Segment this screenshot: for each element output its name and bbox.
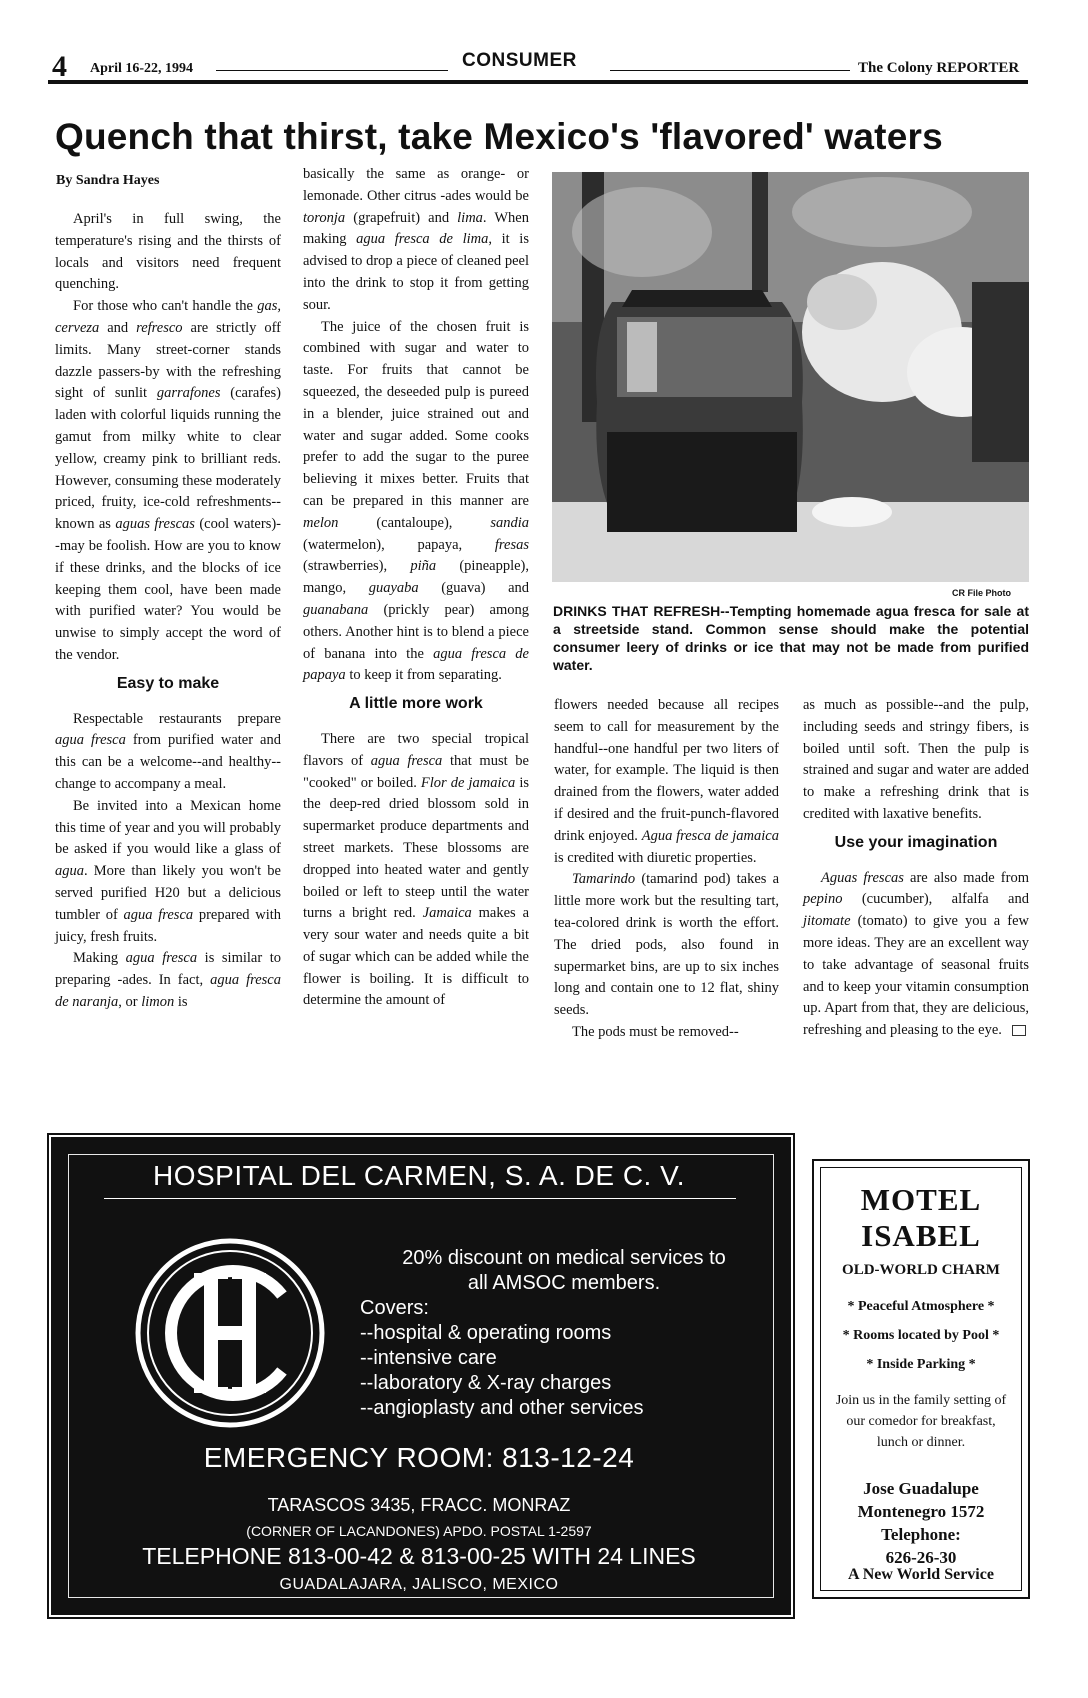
paragraph: basically the same as orange- or lemonade. Other citrus -ades would be toronja (grapefruit) and lima. When making agua fresca de lima, it is advised to drop a piece of cleaned peel into the drink to stop it from getting sour. [303, 166, 529, 313]
paragraph: The pods must be removed-- [572, 1023, 739, 1040]
masthead-divider [48, 80, 1028, 84]
motel-ad [812, 1159, 1030, 1599]
paragraph: Making agua fresca is similar to preparing -ades. In fact, agua fresca de naranja, or limon is [55, 950, 281, 1010]
article-column-1 [55, 209, 281, 1014]
motel-feature: * Inside Parking * [866, 1357, 976, 1372]
covers-item: --laboratory & X-ray charges [360, 1372, 612, 1394]
hospital-title-rule [104, 1198, 736, 1199]
motel-join-text: Join us in the family setting of our comedor for breakfast, lunch or dinner. [835, 1393, 1007, 1450]
article-column-2 [303, 164, 529, 1012]
hospital-corner: (CORNER OF LACANDONES) APDO. POSTAL 1-2597 [246, 1523, 592, 1539]
masthead-rule-right [610, 70, 850, 71]
covers-item: --angioplasty and other services [360, 1397, 644, 1419]
hospital-telephone: TELEPHONE 813-00-42 & 813-00-25 WITH 24 LINES [142, 1543, 696, 1569]
paragraph: Aguas frescas are also made from pepino (cucumber), alfalfa and jitomate (tomato) to give you a few more ideas. They are an excellent way to take advantage of seasonal fruits and to keep your vitamin consumption up. Apart from that, they are delicious, refreshing and pleasing to the eye. [803, 869, 1029, 1039]
motel-name [821, 1182, 1021, 1254]
emergency-number: EMERGENCY ROOM: 813-12-24 [203, 1442, 635, 1473]
section-name: CONSUMER [462, 50, 577, 71]
paragraph: There are two special tropical flavors of agua fresca that must be "cooked" or boiled. Flor de jamaica is the deep-red dried blossom sold in supermarket produce departments and street markets. These blossoms are dropped into heated water and gently boiled or left to steep until the water turns a bright red. Jamaica makes a very sour water and needs quite a bit of sugar which can be added while the flower is boiling. It is difficult to determine the amount of [303, 730, 530, 1009]
covers-item: --intensive care [360, 1347, 497, 1369]
photo-credit: CR File Photo [952, 588, 1011, 598]
paragraph: flowers needed because all recipes seem to call for measurement by the handful--one handful per two liters of water, for example. The liquid is then drained from the flowers, water added if desired and the fruit-punch-flavored drink enjoyed. Agua fresca de jamaica is credited with diuretic properties. [554, 697, 779, 866]
motel-address [821, 1477, 1021, 1569]
hospital-name: HOSPITAL DEL CARMEN, S. A. DE C. V. [152, 1160, 685, 1191]
photo-image [552, 172, 1029, 582]
paragraph: The juice of the chosen fruit is combined with sugar and water to taste. For fruits that cannot be squeezed, the deseeded pulp is pureed in a blender, juice strained out and water and sugar added. Some cooks prefer to add the sugar to the puree believing it mixes better. Fruits that can be prepared in this manner are melon (cantaloupe), sandia (watermelon), papaya, fresas (strawberries), piña (pineapple), mango, guayaba (guava) and guanabana (prickly pear) among others. Another hint is to blend a piece of banana into the agua fresca de papaya to keep it from separating. [303, 318, 530, 684]
issue-date: April 16-22, 1994 [90, 61, 194, 76]
motel-name-line-2: ISABEL [861, 1218, 981, 1253]
hospital-logo-icon [132, 1235, 328, 1431]
subhead-imagination: Use your imagination [834, 833, 998, 851]
paper-name: The Colony REPORTER [858, 60, 1020, 76]
covers-label: Covers: [360, 1297, 429, 1319]
masthead-rule-left [216, 70, 448, 71]
paragraph: April's in full swing, the temperature's rising and the thirsts of locals and visitors need frequent quenching. [55, 211, 281, 293]
end-mark-icon [1012, 1025, 1026, 1036]
subhead-more-work: A little more work [349, 695, 483, 713]
discount-text [354, 1246, 774, 1296]
headline: Quench that thirst, take Mexico's 'flavored' waters [55, 116, 943, 157]
page-number: 4 [52, 50, 67, 83]
paragraph: as much as possible--and the pulp, including seeds and stringy fibers, is boiled until soft. Then the pulp is strained and sugar and water are added to make a refreshing drink that is credited with laxative benefits. [803, 697, 1029, 822]
photo-caption: DRINKS THAT REFRESH--Tempting homemade agua fresca for sale at a streetside stand. Common sense should make the potential consumer leery of drinks or ice that may not be made from purified water. [553, 603, 1029, 673]
motel-address-line-2: Montenegro 1572 [857, 1502, 985, 1521]
discount-line-2: all AMSOC members. [467, 1272, 661, 1294]
paragraph: Respectable restaurants prepare agua fresca from purified water and this can be a welcome--and healthy--change to accompany a meal. [55, 710, 281, 792]
hospital-ad [51, 1137, 791, 1615]
subhead-easy: Easy to make [116, 674, 220, 692]
motel-feature: * Peaceful Atmosphere * [847, 1299, 995, 1314]
article-column-3 [554, 695, 779, 1044]
motel-ad-inner-border [820, 1167, 1022, 1591]
paragraph: Be invited into a Mexican home this time of year and you will probably be asked if you would like a glass of agua. More than likely you won't be served purified H20 but a delicious tumbler of agua fresca prepared with juicy, fresh fruits. [55, 797, 281, 945]
motel-service: A New World Service [848, 1566, 994, 1583]
paragraph: For those who can't handle the gas, cerveza and refresco are strictly off limits. Many street-corner stands dazzle passers-by with the refreshing sight of sunlit garrafones (carafes) laden with colorful liquids running the gamut from milky white to clear yellow, creamy pink to brilliant reds. However, consuming these moderately priced, fruity, ice-cold refreshments--known as aguas frescas (cool waters)--may be foolish. How are you to know if these drinks, and the blocks of ice keeping them cool, have been made with purified water? You would be unwise to simply accept the word of the vendor. [55, 298, 282, 663]
motel-features [821, 1292, 1021, 1379]
motel-name-line-1: MOTEL [860, 1182, 982, 1217]
covers-list [360, 1296, 643, 1421]
hospital-address: TARASCOS 3435, FRACC. MONRAZ [267, 1495, 571, 1515]
motel-phone: 626-26-30 [885, 1548, 957, 1567]
motel-address-line-1: Jose Guadalupe [863, 1479, 979, 1498]
covers-item: --hospital & operating rooms [360, 1322, 612, 1344]
motel-tagline: OLD-WORLD CHARM [842, 1262, 1000, 1278]
byline: By Sandra Hayes [56, 173, 160, 188]
motel-feature: * Rooms located by Pool * [842, 1328, 1000, 1343]
paragraph: Tamarindo (tamarind pod) takes a little more work but the resulting tart, tea-colored drink is worth the effort. The dried pods, also found in supermarket bins, are up to six inches long and contain one to 12 flat, shiny seeds. [554, 871, 779, 1019]
discount-line-1: 20% discount on medical services to [402, 1247, 726, 1269]
motel-phone-label: Telephone: [881, 1525, 961, 1544]
agua-fresca-photo [552, 172, 1029, 582]
hospital-city: GUADALAJARA, JALISCO, MEXICO [279, 1576, 559, 1593]
article-column-4 [803, 695, 1029, 1042]
